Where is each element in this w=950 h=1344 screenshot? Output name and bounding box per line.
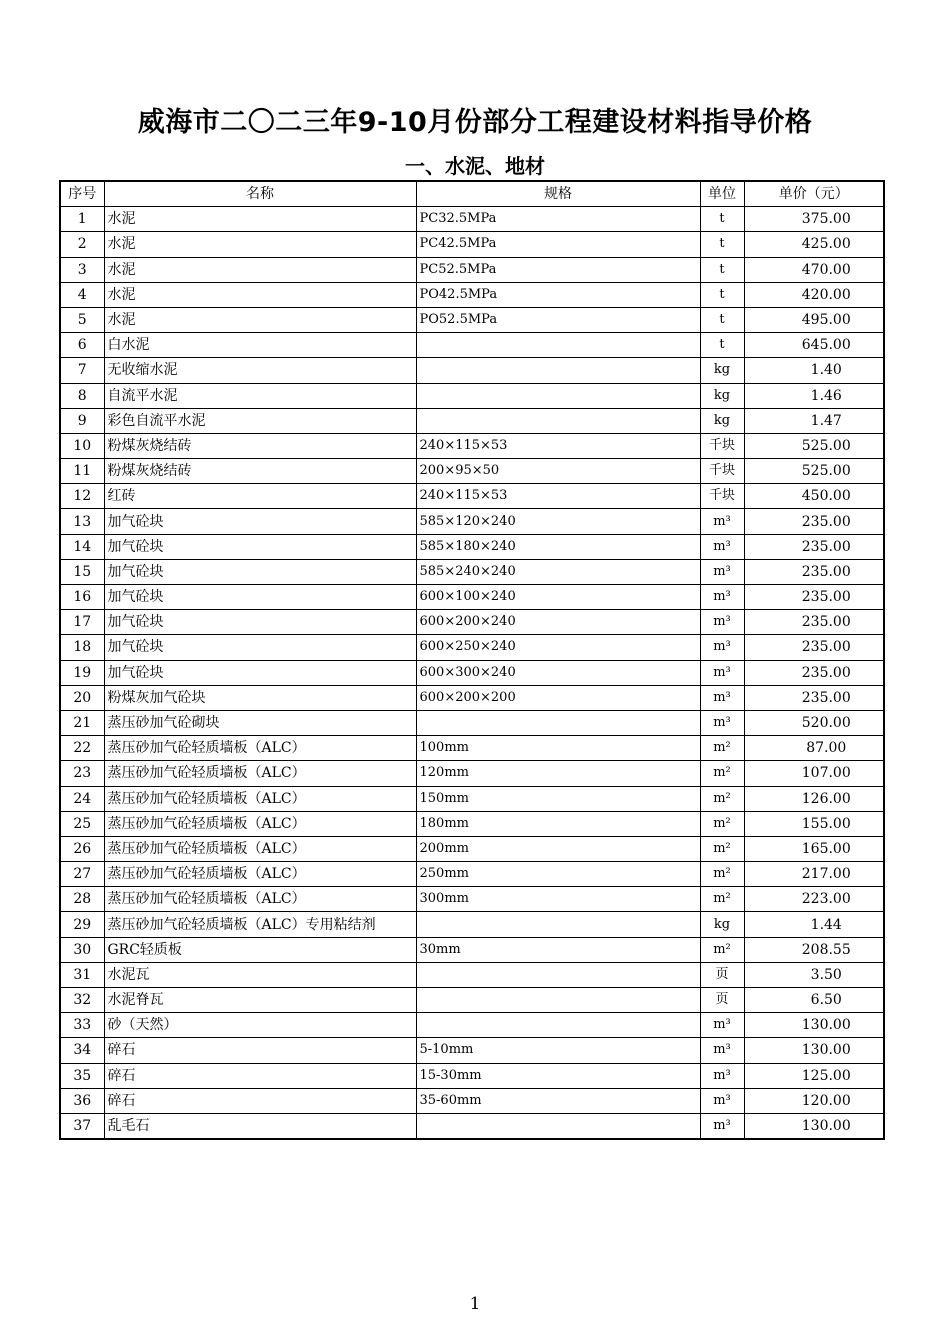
unit: m²: [700, 862, 744, 887]
price-table: [59, 180, 885, 1140]
unit-price: 165.00: [744, 836, 884, 861]
row-number: 2: [60, 232, 104, 257]
material-spec: 585×180×240: [416, 534, 700, 559]
unit: m³: [700, 685, 744, 710]
unit: m²: [700, 736, 744, 761]
table-row: [60, 862, 884, 887]
row-number: 12: [60, 484, 104, 509]
header-unit: 单位: [700, 181, 744, 207]
material-spec: [416, 988, 700, 1013]
unit-price: 1.47: [744, 408, 884, 433]
unit-price: 235.00: [744, 509, 884, 534]
material-name: 蒸压砂加气砼轻质墙板（ALC）: [104, 811, 416, 836]
table-row: [60, 408, 884, 433]
material-spec: [416, 962, 700, 987]
material-spec: PC32.5MPa: [416, 207, 700, 232]
table-header-row: [60, 181, 884, 207]
unit: m²: [700, 836, 744, 861]
material-name: 碎石: [104, 1088, 416, 1113]
unit: kg: [700, 383, 744, 408]
material-spec: [416, 1113, 700, 1139]
unit-price: 107.00: [744, 761, 884, 786]
material-name: 粉煤灰加气砼块: [104, 685, 416, 710]
unit-price: 470.00: [744, 257, 884, 282]
table-row: [60, 534, 884, 559]
unit: m³: [700, 635, 744, 660]
material-name: 蒸压砂加气砼轻质墙板（ALC）: [104, 786, 416, 811]
table-row: [60, 887, 884, 912]
table-row: [60, 282, 884, 307]
row-number: 26: [60, 836, 104, 861]
row-number: 11: [60, 459, 104, 484]
material-name: GRC轻质板: [104, 937, 416, 962]
unit-price: 87.00: [744, 736, 884, 761]
material-spec: 200mm: [416, 836, 700, 861]
row-number: 21: [60, 710, 104, 735]
row-number: 19: [60, 660, 104, 685]
material-spec: PO52.5MPa: [416, 307, 700, 332]
section-heading: 一、水泥、地材: [405, 154, 545, 178]
table-row: [60, 1038, 884, 1063]
row-number: 28: [60, 887, 104, 912]
unit-price: 420.00: [744, 282, 884, 307]
material-name: 水泥瓦: [104, 962, 416, 987]
header-no: 序号: [60, 181, 104, 207]
unit-price: 223.00: [744, 887, 884, 912]
row-number: 18: [60, 635, 104, 660]
table-body: [60, 207, 884, 1139]
row-number: 16: [60, 585, 104, 610]
row-number: 13: [60, 509, 104, 534]
header-price: 单价（元）: [744, 181, 884, 207]
unit: m³: [700, 559, 744, 584]
unit-price: 3.50: [744, 962, 884, 987]
document-title: 威海市二〇二三年9-10月份部分工程建设材料指导价格: [137, 107, 813, 138]
row-number: 4: [60, 282, 104, 307]
unit-price: 1.40: [744, 358, 884, 383]
unit-price: 645.00: [744, 333, 884, 358]
material-name: 水泥脊瓦: [104, 988, 416, 1013]
unit: kg: [700, 912, 744, 937]
table-row: [60, 459, 884, 484]
material-spec: [416, 383, 700, 408]
table-row: [60, 685, 884, 710]
unit: 千块: [700, 484, 744, 509]
unit: m³: [700, 509, 744, 534]
unit: t: [700, 307, 744, 332]
material-spec: 15-30mm: [416, 1063, 700, 1088]
table-row: [60, 660, 884, 685]
material-spec: 240×115×53: [416, 433, 700, 458]
material-name: 蒸压砂加气砼轻质墙板（ALC）: [104, 761, 416, 786]
unit-price: 208.55: [744, 937, 884, 962]
row-number: 15: [60, 559, 104, 584]
row-number: 3: [60, 257, 104, 282]
row-number: 7: [60, 358, 104, 383]
table-row: [60, 786, 884, 811]
unit: m³: [700, 1113, 744, 1139]
unit: kg: [700, 408, 744, 433]
unit-price: 126.00: [744, 786, 884, 811]
material-name: 红砖: [104, 484, 416, 509]
table-row: [60, 988, 884, 1013]
material-spec: 5-10mm: [416, 1038, 700, 1063]
unit-price: 495.00: [744, 307, 884, 332]
unit: m³: [700, 1063, 744, 1088]
row-number: 23: [60, 761, 104, 786]
material-spec: 120mm: [416, 761, 700, 786]
unit-price: 235.00: [744, 685, 884, 710]
table-row: [60, 433, 884, 458]
unit: m³: [700, 1038, 744, 1063]
table-row: [60, 509, 884, 534]
unit: m³: [700, 1013, 744, 1038]
material-name: 蒸压砂加气砼轻质墙板（ALC）专用粘结剂: [104, 912, 416, 937]
page-number: 1: [469, 1294, 481, 1314]
unit: m³: [700, 710, 744, 735]
unit-price: 235.00: [744, 534, 884, 559]
unit-price: 6.50: [744, 988, 884, 1013]
material-name: 水泥: [104, 257, 416, 282]
unit: kg: [700, 358, 744, 383]
material-spec: 600×250×240: [416, 635, 700, 660]
row-number: 6: [60, 333, 104, 358]
material-spec: 600×300×240: [416, 660, 700, 685]
material-spec: [416, 1013, 700, 1038]
material-name: 白水泥: [104, 333, 416, 358]
material-spec: 585×120×240: [416, 509, 700, 534]
row-number: 1: [60, 207, 104, 232]
unit-price: 120.00: [744, 1088, 884, 1113]
table-row: [60, 232, 884, 257]
unit-price: 155.00: [744, 811, 884, 836]
row-number: 34: [60, 1038, 104, 1063]
table-row: [60, 635, 884, 660]
row-number: 25: [60, 811, 104, 836]
material-spec: 600×200×240: [416, 610, 700, 635]
material-name: 水泥: [104, 232, 416, 257]
table-row: [60, 207, 884, 232]
material-spec: PC52.5MPa: [416, 257, 700, 282]
header-name: 名称: [104, 181, 416, 207]
unit: m²: [700, 887, 744, 912]
row-number: 22: [60, 736, 104, 761]
table-row: [60, 811, 884, 836]
material-spec: 200×95×50: [416, 459, 700, 484]
table-row: [60, 761, 884, 786]
material-spec: [416, 358, 700, 383]
unit-price: 525.00: [744, 433, 884, 458]
unit-price: 235.00: [744, 559, 884, 584]
material-name: 水泥: [104, 207, 416, 232]
row-number: 20: [60, 685, 104, 710]
material-name: 蒸压砂加气砼轻质墙板（ALC）: [104, 736, 416, 761]
material-name: 碎石: [104, 1063, 416, 1088]
material-spec: 300mm: [416, 887, 700, 912]
unit-price: 1.46: [744, 383, 884, 408]
material-spec: [416, 912, 700, 937]
material-spec: [416, 333, 700, 358]
material-spec: 180mm: [416, 811, 700, 836]
row-number: 32: [60, 988, 104, 1013]
material-name: 蒸压砂加气砼轻质墙板（ALC）: [104, 862, 416, 887]
material-spec: 240×115×53: [416, 484, 700, 509]
unit: m³: [700, 660, 744, 685]
material-spec: PC42.5MPa: [416, 232, 700, 257]
material-name: 加气砼块: [104, 509, 416, 534]
unit: 页: [700, 988, 744, 1013]
table-row: [60, 1088, 884, 1113]
material-name: 自流平水泥: [104, 383, 416, 408]
row-number: 17: [60, 610, 104, 635]
material-name: 加气砼块: [104, 610, 416, 635]
material-name: 加气砼块: [104, 660, 416, 685]
unit: t: [700, 257, 744, 282]
row-number: 36: [60, 1088, 104, 1113]
unit-price: 130.00: [744, 1013, 884, 1038]
material-name: 砂（天然）: [104, 1013, 416, 1038]
unit: m²: [700, 786, 744, 811]
row-number: 14: [60, 534, 104, 559]
table-row: [60, 1063, 884, 1088]
unit-price: 235.00: [744, 635, 884, 660]
material-name: 乱毛石: [104, 1113, 416, 1139]
row-number: 33: [60, 1013, 104, 1038]
table-row: [60, 1113, 884, 1139]
unit-price: 130.00: [744, 1038, 884, 1063]
material-spec: 30mm: [416, 937, 700, 962]
table-row: [60, 383, 884, 408]
unit: m²: [700, 937, 744, 962]
table-row: [60, 559, 884, 584]
unit: t: [700, 282, 744, 307]
unit-price: 525.00: [744, 459, 884, 484]
table-row: [60, 257, 884, 282]
unit: m²: [700, 761, 744, 786]
table-row: [60, 736, 884, 761]
material-name: 加气砼块: [104, 635, 416, 660]
unit-price: 217.00: [744, 862, 884, 887]
row-number: 5: [60, 307, 104, 332]
material-name: 无收缩水泥: [104, 358, 416, 383]
material-spec: 35-60mm: [416, 1088, 700, 1113]
unit: t: [700, 232, 744, 257]
row-number: 31: [60, 962, 104, 987]
header-spec: 规格: [416, 181, 700, 207]
material-name: 碎石: [104, 1038, 416, 1063]
unit-price: 425.00: [744, 232, 884, 257]
material-name: 加气砼块: [104, 585, 416, 610]
unit-price: 1.44: [744, 912, 884, 937]
material-name: 彩色自流平水泥: [104, 408, 416, 433]
material-name: 蒸压砂加气砼砌块: [104, 710, 416, 735]
unit: m³: [700, 585, 744, 610]
unit: m²: [700, 811, 744, 836]
unit-price: 235.00: [744, 660, 884, 685]
table-row: [60, 358, 884, 383]
material-spec: 600×100×240: [416, 585, 700, 610]
table-row: [60, 912, 884, 937]
unit: 千块: [700, 459, 744, 484]
unit-price: 520.00: [744, 710, 884, 735]
material-spec: [416, 408, 700, 433]
material-spec: 600×200×200: [416, 685, 700, 710]
material-spec: 250mm: [416, 862, 700, 887]
row-number: 30: [60, 937, 104, 962]
material-spec: [416, 710, 700, 735]
material-name: 加气砼块: [104, 534, 416, 559]
unit: m³: [700, 610, 744, 635]
material-name: 粉煤灰烧结砖: [104, 459, 416, 484]
table-row: [60, 836, 884, 861]
unit: t: [700, 333, 744, 358]
material-name: 水泥: [104, 282, 416, 307]
table-row: [60, 610, 884, 635]
row-number: 35: [60, 1063, 104, 1088]
row-number: 8: [60, 383, 104, 408]
material-name: 粉煤灰烧结砖: [104, 433, 416, 458]
table-row: [60, 585, 884, 610]
table-row: [60, 307, 884, 332]
table-row: [60, 710, 884, 735]
row-number: 37: [60, 1113, 104, 1139]
unit: m³: [700, 1088, 744, 1113]
unit: 千块: [700, 433, 744, 458]
row-number: 24: [60, 786, 104, 811]
row-number: 27: [60, 862, 104, 887]
table-row: [60, 333, 884, 358]
unit-price: 235.00: [744, 585, 884, 610]
material-spec: PO42.5MPa: [416, 282, 700, 307]
unit-price: 235.00: [744, 610, 884, 635]
table-row: [60, 1013, 884, 1038]
material-spec: 150mm: [416, 786, 700, 811]
material-spec: 585×240×240: [416, 559, 700, 584]
material-spec: 100mm: [416, 736, 700, 761]
unit: t: [700, 207, 744, 232]
unit-price: 130.00: [744, 1113, 884, 1139]
table-row: [60, 937, 884, 962]
unit-price: 450.00: [744, 484, 884, 509]
unit-price: 375.00: [744, 207, 884, 232]
unit: 页: [700, 962, 744, 987]
unit: m³: [700, 534, 744, 559]
row-number: 10: [60, 433, 104, 458]
row-number: 9: [60, 408, 104, 433]
material-name: 加气砼块: [104, 559, 416, 584]
table-row: [60, 962, 884, 987]
material-name: 水泥: [104, 307, 416, 332]
row-number: 29: [60, 912, 104, 937]
unit-price: 125.00: [744, 1063, 884, 1088]
table-row: [60, 484, 884, 509]
material-name: 蒸压砂加气砼轻质墙板（ALC）: [104, 836, 416, 861]
material-name: 蒸压砂加气砼轻质墙板（ALC）: [104, 887, 416, 912]
